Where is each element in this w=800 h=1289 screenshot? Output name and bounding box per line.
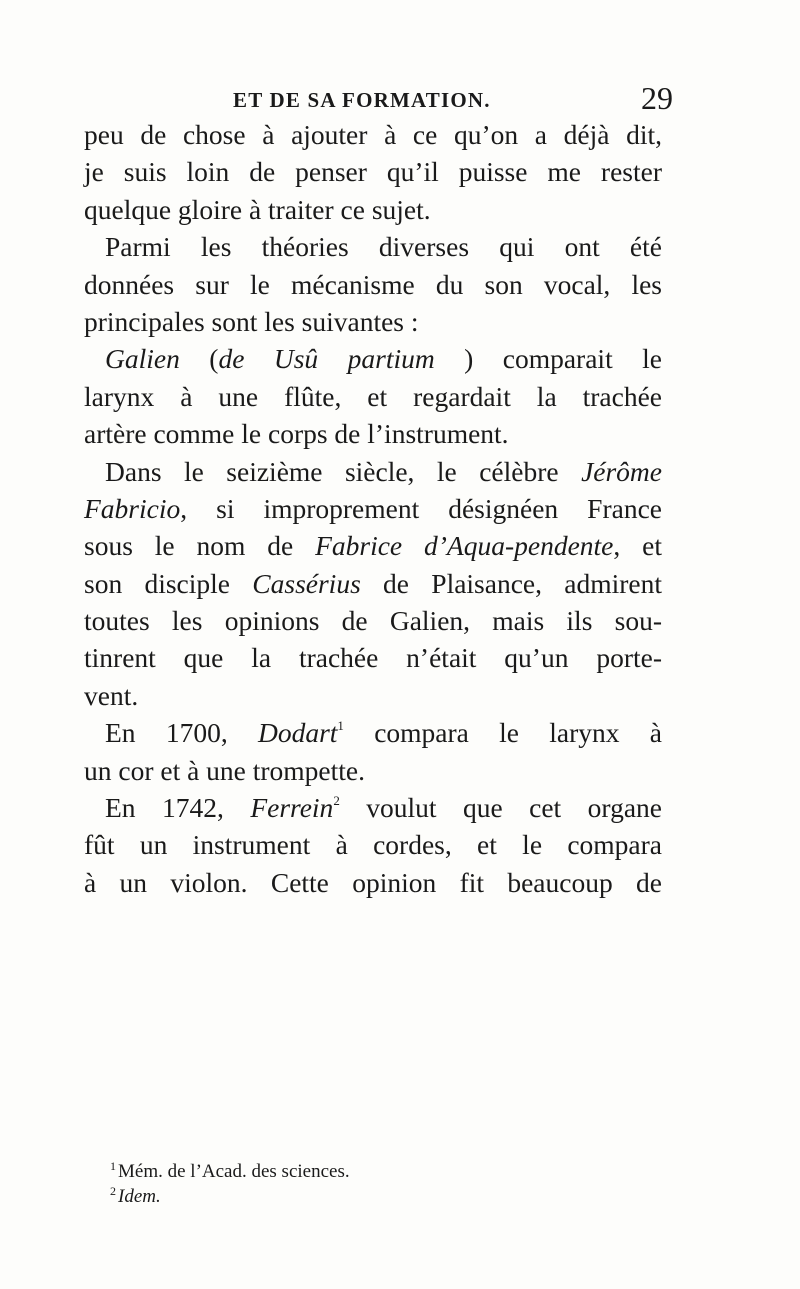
author-name: Fabricio <box>84 492 181 524</box>
text-line: Parmi les théories diverses qui ont été <box>105 231 662 263</box>
text-line: peu de chose à ajouter à ce qu’on a déjà dit, <box>84 119 662 150</box>
author-name: Ferrein <box>250 792 334 824</box>
text-fragment: , et <box>613 530 662 562</box>
text-line: larynx à une flûte, et regardait la trachée <box>84 380 662 412</box>
text-line <box>84 340 662 377</box>
text-fragment: son disciple <box>84 567 253 599</box>
footnote-text: Mém. de l’Acad. des sciences. <box>118 1161 350 1182</box>
running-title: ET DE SA FORMATION. <box>233 88 491 112</box>
text-fragment: ( <box>179 343 219 375</box>
text-line: fût un instrument à cordes, et le compara <box>84 829 662 861</box>
text-line <box>84 565 662 602</box>
text-line: principales sont les suivantes : <box>84 305 419 337</box>
author-name: Jérôme <box>581 455 662 487</box>
footnote-text: Idem. <box>118 1186 161 1207</box>
text-fragment: En 1742, <box>105 792 251 824</box>
text-fragment: sous le nom de <box>84 530 316 562</box>
author-name: Dodart <box>257 717 338 749</box>
footnote <box>110 1184 350 1209</box>
text-line <box>84 789 662 826</box>
text-line: un cor et à une trompette. <box>84 754 366 786</box>
text-line: artère comme le corps de l’instrument. <box>84 418 509 450</box>
text-line <box>84 714 662 751</box>
footnote <box>110 1159 350 1184</box>
footnote-ref: 1 <box>337 718 344 734</box>
footnote-ref: 2 <box>333 793 340 809</box>
text-line <box>84 453 662 490</box>
text-line: à un violon. Cette opinion fit beaucoup de <box>84 866 662 898</box>
text-line: données sur le mécanisme du son vocal, les <box>84 268 662 300</box>
text-line: tinrent que la trachée n’était qu’un porte- <box>84 642 662 674</box>
text-fragment: ) comparait le <box>434 343 662 375</box>
text-line: toutes les opinions de Galien, mais ils sou- <box>84 605 662 637</box>
text-fragment: , si improprement désignéen France <box>180 492 662 524</box>
text-line: je suis loin de penser qu’il puisse me rester <box>84 156 662 188</box>
text-fragment: compara le larynx à <box>343 717 662 749</box>
footnote-mark: 1 <box>110 1159 116 1173</box>
text-fragment: voulut que cet organe <box>339 792 662 824</box>
text-line: quelque gloire à traiter ce sujet. <box>84 193 431 225</box>
text-fragment: de Plaisance, admirent <box>360 567 662 599</box>
author-name: Fabrice d’Aqua-pendente <box>315 530 614 562</box>
body-text <box>84 116 662 901</box>
text-fragment: En 1700, <box>105 717 258 749</box>
author-name: Galien <box>105 343 180 375</box>
text-fragment: Dans le seizième siècle, le célèbre <box>105 455 582 487</box>
footnotes <box>110 1159 350 1209</box>
work-title: de Usû partium <box>218 343 435 375</box>
page-number: 29 <box>641 80 673 116</box>
text-line: vent. <box>84 679 139 711</box>
text-line <box>84 490 662 527</box>
footnote-mark: 2 <box>110 1184 116 1198</box>
author-name: Cassérius <box>252 567 361 599</box>
text-line <box>84 527 662 564</box>
